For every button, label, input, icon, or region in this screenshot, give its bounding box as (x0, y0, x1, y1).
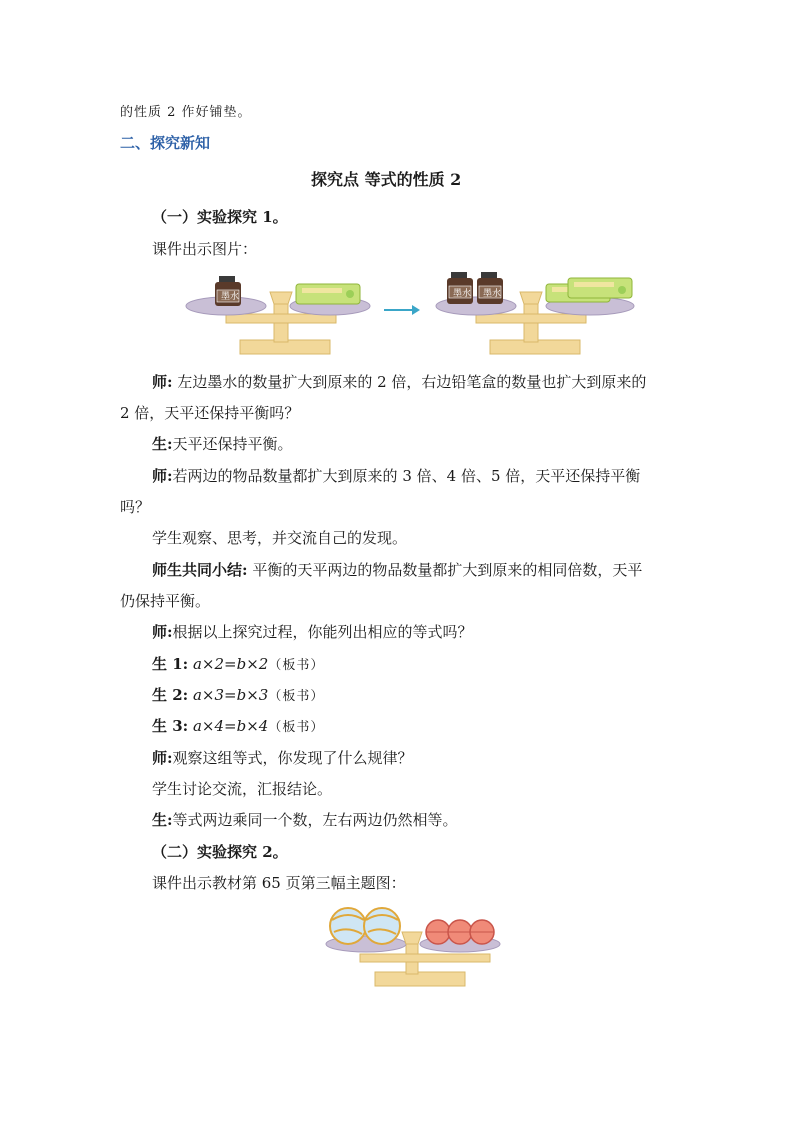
board-note: （板书） (268, 658, 325, 673)
dialog-text: 吗？ (120, 498, 151, 516)
dialog-line-1 (152, 372, 646, 392)
ink-label: 墨水 (483, 289, 502, 299)
speaker-label: 生: (152, 435, 173, 453)
balance-illustration-2 (0, 900, 794, 1000)
dialog-line-3 (152, 434, 293, 454)
speaker-label: 生 2: (152, 686, 189, 704)
basketball-icon (448, 920, 472, 944)
speaker-label: 师生共同小结: (152, 561, 248, 579)
dialog-line-15 (152, 810, 458, 830)
speaker-label: 生: (152, 811, 173, 829)
topic-title: 探究点 等式的性质 2 (311, 170, 462, 189)
board-note: （板书） (268, 689, 325, 704)
balance-scale-left (186, 276, 370, 354)
pencil-box-icon (296, 284, 360, 304)
board-note: （板书） (268, 720, 325, 735)
dialog-line-7 (152, 560, 642, 580)
dialog-line-9 (152, 622, 473, 642)
dialog-text: 左边墨水的数量扩大到原来的 2 倍，右边铅笔盒的数量也扩大到原来的 (172, 373, 647, 391)
dialog-line-8 (120, 591, 210, 611)
dialog-text: 若两边的物品数量都扩大到原来的 3 倍、4 倍、5 倍，天平还保持平衡 (172, 467, 641, 485)
dialog-text: 天平还保持平衡。 (172, 435, 293, 453)
ink-bottle-icon (215, 276, 241, 306)
dialog-text: 学生观察、思考，并交流自己的发现。 (152, 529, 408, 547)
ink-bottle-icon (477, 272, 503, 304)
exp1-heading: （一）实验探究 1。 (152, 208, 288, 226)
speaker-label: 师: (152, 467, 173, 485)
balance-scale-right (436, 272, 634, 354)
dialog-line-5 (120, 497, 150, 517)
pencil-box-icon (568, 278, 632, 298)
dialog-line-11 (152, 685, 324, 707)
ink-bottle-icon (447, 272, 473, 304)
speaker-label: 师: (152, 373, 173, 391)
dialog-text: 观察这组等式，你发现了什么规律？ (172, 749, 413, 767)
speaker-label: 生 3: (152, 717, 189, 735)
dialog-line-12 (152, 716, 324, 738)
exp1-show-image: 课件出示图片： (152, 240, 258, 258)
ink-label: 墨水 (221, 292, 240, 302)
dialog-text: 2 倍，天平还保持平衡吗？ (120, 404, 300, 422)
speaker-label: 生 1: (152, 655, 189, 673)
dialog-line-6 (152, 528, 407, 548)
volleyball-icon (330, 908, 366, 944)
volleyball-icon (364, 908, 400, 944)
formula: a×3=b×3 (188, 686, 269, 704)
dialog-text: 根据以上探究过程，你能列出相应的等式吗？ (172, 623, 473, 641)
dialog-line-2 (120, 403, 299, 423)
dialog-line-4 (152, 466, 640, 486)
formula: a×4=b×4 (188, 717, 269, 735)
basketball-icon (470, 920, 494, 944)
dialog-text: 平衡的天平两边的物品数量都扩大到原来的相同倍数，天平 (247, 561, 643, 579)
formula: a×2=b×2 (188, 655, 269, 673)
ink-label: 墨水 (453, 289, 472, 299)
speaker-label: 师: (152, 749, 173, 767)
speaker-label: 师: (152, 623, 173, 641)
dialog-text: 学生讨论交流，汇报结论。 (152, 780, 333, 798)
intro-text: 的性质 2 作好铺垫。 (120, 105, 252, 120)
dialog-line-10 (152, 654, 324, 676)
dialog-line-13 (152, 748, 413, 768)
balance-illustration-1 (0, 268, 794, 368)
arrow-icon (384, 305, 420, 315)
section-heading: 二、探究新知 (120, 134, 211, 152)
dialog-text: 等式两边乘同一个数，左右两边仍然相等。 (172, 811, 458, 829)
exp2-show-image: 课件出示教材第 65 页第三幅主题图： (152, 874, 406, 892)
exp2-heading: （二）实验探究 2。 (152, 843, 288, 861)
dialog-line-14 (152, 779, 332, 799)
dialog-text: 仍保持平衡。 (120, 592, 211, 610)
basketball-icon (426, 920, 450, 944)
